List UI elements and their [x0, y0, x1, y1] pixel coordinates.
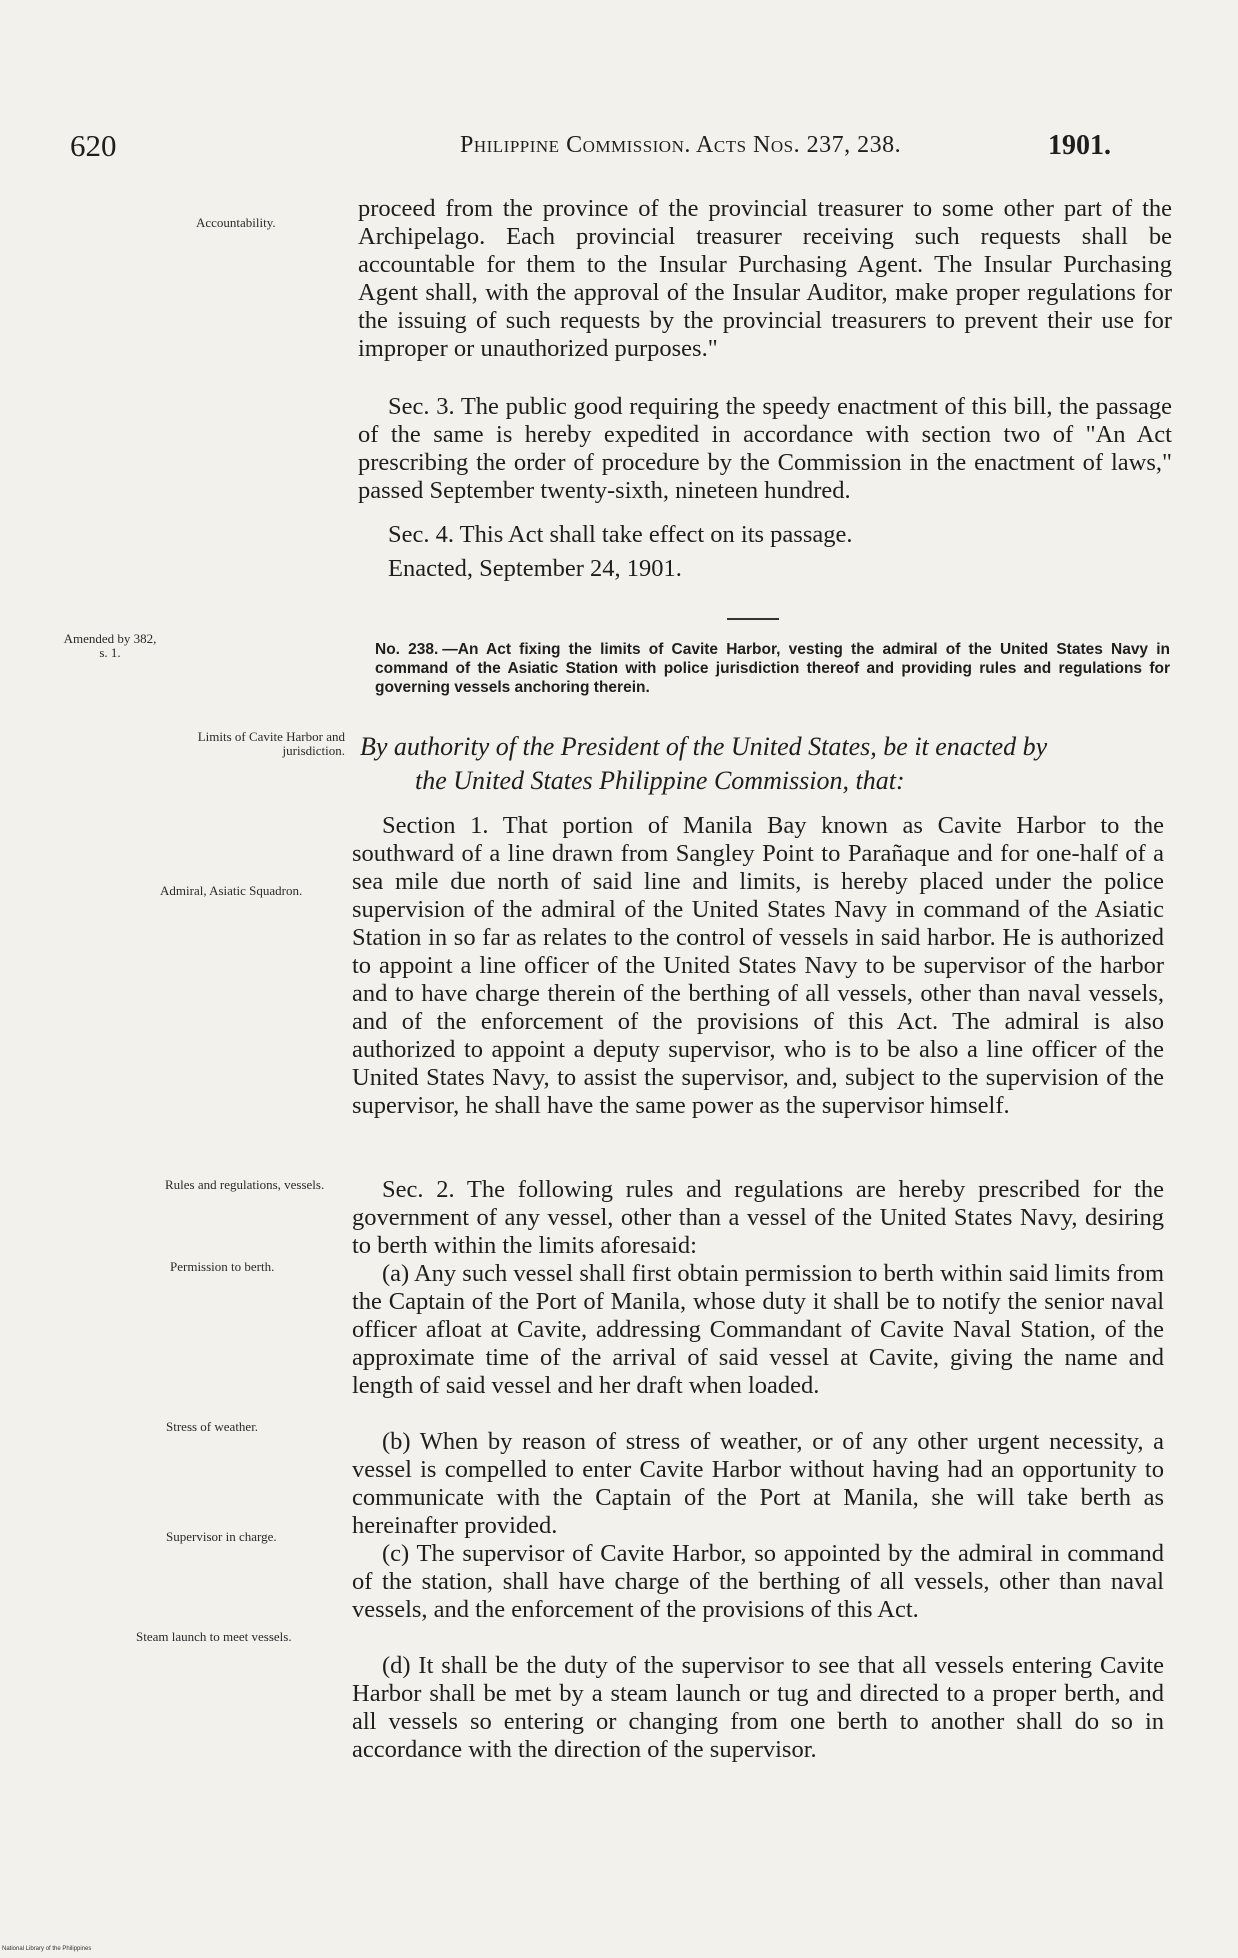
act-title: —An Act fixing the limits of Cavite Harbor, vesting the admiral of the United States Navy in command of the Asiatic Station with police jurisdiction thereof and providing rules and regulations for governing vessels anchoring therein. [375, 641, 1170, 696]
act238-para-b: (b) When by reason of stress of weather, or of any other urgent necessity, a vessel is compelled to enter Cavite Harbor without having had an opportunity to communicate with the Captain of the Port at Manila, she will take berth as hereinafter provided. [352, 1428, 1164, 1539]
act-number: No. 238. [375, 641, 439, 658]
act238-para-a: (a) Any such vessel shall first obtain permission to berth within said limits from the Captain of the Port of Manila, whose duty it shall be to notify the senior naval officer afloat at Cavite, addressing Commandant of Cavite Naval Station, of the approximate time of the arrival of said vessel at Cavite, giving the name and length of said vessel and her draft when loaded. [352, 1260, 1164, 1399]
page-header [60, 128, 1120, 168]
act237-sec4: Sec. 4. This Act shall take effect on its passage. [388, 521, 853, 548]
margin-note-limits: Limits of Cavite Harbor and jurisdiction. [197, 729, 345, 758]
running-title: Philippine Commission. Acts Nos. 237, 238. [460, 132, 902, 158]
margin-note-supervisor: Supervisor in charge. [166, 1529, 277, 1544]
margin-note-accountability: Accountability. [196, 215, 276, 230]
margin-note-steam-launch: Steam launch to meet vessels. [136, 1629, 292, 1644]
act237-continuation: proceed from the province of the provincial treasurer to some other part of the Archipelago. Each provincial treasurer receiving such requests shall be accountable for them to the Insular Purchasing Agent. The Insular Purchasing Agent shall, with the approval of the Insular Auditor, make proper regulations for the issuing of such requests by the provincial treasurers to prevent their use for improper or unauthorized purposes." [358, 195, 1172, 362]
act-238-heading [375, 640, 1170, 697]
enacting-clause [360, 730, 1170, 798]
act237-sec3: Sec. 3. The public good requiring the speedy enactment of this bill, the passage of the same is hereby expedited in accordance with section two of "An Act prescribing the order of procedure by the Commission in the enactment of laws," passed September twenty-sixth, nineteen hundred. [358, 393, 1172, 504]
enacting-line-2: the United States Philippine Commission, that: [415, 766, 905, 795]
act237-enacted: Enacted, September 24, 1901. [388, 555, 682, 582]
margin-note-rules: Rules and regulations, vessels. [165, 1177, 325, 1192]
enacting-line-1: By authority of the President of the United States, be it enacted by [360, 732, 1048, 761]
margin-note-stress: Stress of weather. [166, 1419, 259, 1434]
margin-note-admiral: Admiral, Asiatic Squadron. [160, 883, 303, 898]
page-number: 620 [70, 128, 117, 163]
header-year: 1901. [1048, 130, 1111, 161]
footer-credit: National Library of the Philippines [2, 1946, 92, 1952]
act238-para-d: (d) It shall be the duty of the supervisor to see that all vessels entering Cavite Harbor shall be met by a steam launch or tug and directed to a proper berth, and all vessels so entering or changing from one berth to another shall do so in accordance with the direction of the supervisor. [352, 1652, 1164, 1763]
act238-section-1: Section 1. That portion of Manila Bay known as Cavite Harbor to the southward of a line drawn from Sangley Point to Parañaque and for one-half of a sea mile due north of said line and limits, is hereby placed under the police supervision of the admiral of the United States Navy in command of the Asiatic Station in so far as relates to the control of vessels in said harbor. He is authorized to appoint a line officer of the United States Navy to be supervisor of the harbor and to have charge therein of the berthing of all vessels, other than naval vessels, and of the enforcement of the provisions of this Act. The admiral is also authorized to appoint a deputy supervisor, who is to be also a line officer of the United States Navy, to assist the supervisor, and, subject to the supervision of the supervisor, he shall have the same power as the supervisor himself. [352, 812, 1164, 1119]
margin-note-permission: Permission to berth. [170, 1259, 275, 1274]
act238-sec-2: Sec. 2. The following rules and regulations are hereby prescribed for the government of any vessel, other than a vessel of the United States Navy, desiring to berth within the limits aforesaid: [352, 1176, 1164, 1259]
section-divider [727, 618, 779, 620]
margin-note-amended: Amended by 382, s. 1. [63, 631, 157, 660]
act238-para-c: (c) The supervisor of Cavite Harbor, so appointed by the admiral in command of the station, shall have charge of the berthing of all vessels, other than naval vessels, and the enforcement of the provisions of this Act. [352, 1540, 1164, 1623]
